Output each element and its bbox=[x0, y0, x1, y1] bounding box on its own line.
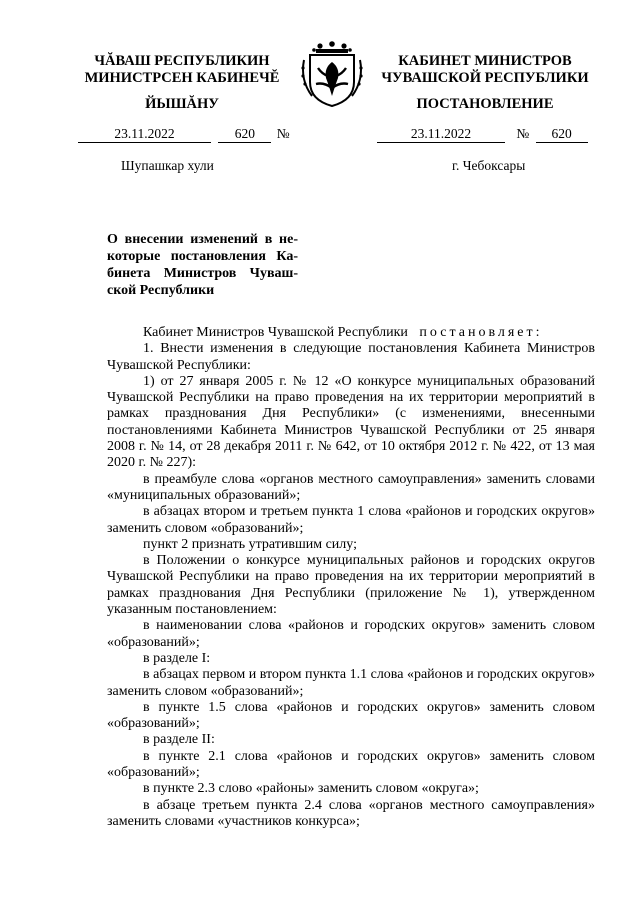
left-date-number-row bbox=[78, 126, 308, 144]
header-right-line-1: КАБИНЕТ МИНИСТРОВ bbox=[398, 53, 572, 69]
header-right-line-2: ЧУВАШСКОЙ РЕСПУБЛИКИ bbox=[381, 70, 589, 86]
title-line: ской Республики bbox=[107, 283, 215, 298]
paragraph: в пункте 2.1 слова «районов и городских округов» заменить словом «образований»; bbox=[107, 748, 595, 781]
right-number: 620 bbox=[536, 126, 588, 143]
preamble-text: Кабинет Министров Чувашской Республики bbox=[143, 325, 408, 340]
title-line: бинета Министров Чуваш- bbox=[107, 266, 298, 281]
paragraph: в разделе I: bbox=[143, 650, 211, 666]
paragraph: в разделе II: bbox=[143, 732, 215, 748]
preamble-resolves: постановляет: bbox=[419, 325, 543, 340]
city-right: г. Чебоксары bbox=[452, 158, 526, 173]
paragraph: в абзацах втором и третьем пункта 1 слова «районов и городских округов» заменить словом «образований»; bbox=[107, 504, 595, 536]
header-left-block bbox=[78, 53, 286, 87]
paragraph: 1) от 27 января 2005 г. № 12 «О конкурсе муниципальных образований Чувашской Республики на право проведения на их территории мероприятий в рамках празднования Дня Республики» (с изменениями, внесенными постановлениями Кабинета Министров Чувашской Республики от 25 января 2008 г. № 14, от 28 декабря 2011 г. № 642, от 10 октября 2012 г. № 422, от 13 мая 2020 г. № 227): bbox=[107, 373, 595, 471]
paragraph: 1. Внести изменения в следующие постановления Кабинета Министров Чувашской Республики: bbox=[107, 341, 595, 373]
paragraph: в абзацах первом и втором пункта 1.1 слова «районов и городских округов» заменить словом «образований»; bbox=[107, 667, 595, 699]
paragraph: в пункте 2.3 слово «районы» заменить словом «округа»; bbox=[143, 781, 479, 797]
left-date: 23.11.2022 bbox=[78, 126, 211, 143]
title-line: которые постановления Ка- bbox=[107, 249, 298, 264]
document-title bbox=[107, 231, 298, 299]
city-left: Шупашкар хули bbox=[121, 158, 214, 173]
header-right-doc-type: ПОСТАНОВЛЕНИЕ bbox=[416, 96, 554, 112]
paragraph: в преамбуле слова «органов местного самоуправления» заменить словами «муниципальных образований»; bbox=[107, 471, 595, 503]
coat-of-arms-emblem bbox=[296, 38, 368, 110]
header-left-line-1: ЧĂВАШ РЕСПУБЛИКИН bbox=[94, 53, 270, 69]
document-body bbox=[107, 325, 595, 830]
header-left-doc-type: ЙЫШĂНУ bbox=[145, 96, 219, 112]
paragraph: в абзаце третьем пункта 2.4 слова «органов местного самоуправления» заменить словами «участников конкурса»; bbox=[107, 797, 595, 829]
header-left-line-2: МИНИСТРСЕН КАБИНЕЧĔ bbox=[84, 70, 280, 86]
paragraph: пункт 2 признать утратившим силу; bbox=[143, 536, 357, 552]
header-right-block bbox=[378, 53, 592, 87]
left-number-sign: № bbox=[276, 126, 290, 141]
right-number-sign: № bbox=[516, 126, 530, 141]
preamble bbox=[107, 325, 595, 341]
left-number: 620 bbox=[218, 126, 271, 143]
title-line: О внесении изменений в не- bbox=[107, 232, 298, 247]
right-date-number-row bbox=[377, 126, 592, 144]
right-date: 23.11.2022 bbox=[377, 126, 505, 143]
paragraph: в наименовании слова «районов и городских округов» заменить словом «образований»; bbox=[107, 618, 595, 650]
paragraph: в Положении о конкурсе муниципальных районов и городских округов Чувашской Республики на право проведения на их территории мероприятий в рамках празднования Дня Республики (приложение № 1), утвержденном указанным постановлением: bbox=[107, 553, 595, 618]
paragraph: в пункте 1.5 слова «районов и городских округов» заменить словом «образований»; bbox=[107, 699, 595, 732]
